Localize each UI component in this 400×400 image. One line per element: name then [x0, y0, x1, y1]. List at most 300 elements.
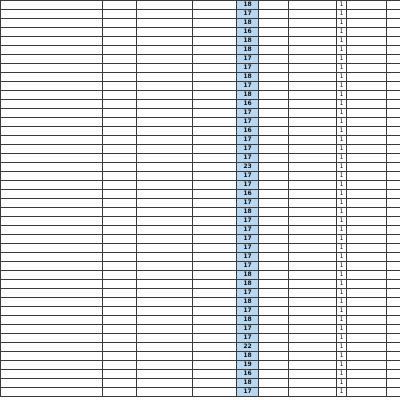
cell-id-number — [137, 334, 193, 343]
cell-year — [193, 226, 237, 235]
cell-status: 1 — [337, 325, 347, 334]
cell-locality — [289, 19, 337, 28]
cell-section — [259, 46, 289, 55]
cell-class — [103, 271, 137, 280]
cell-section — [259, 1, 289, 10]
cell-section — [259, 280, 289, 289]
cell-class — [103, 19, 137, 28]
cell-student-name — [1, 82, 103, 91]
cell-class — [103, 1, 137, 10]
cell-student-name — [1, 19, 103, 28]
cell-status: 1 — [337, 145, 347, 154]
cell-school — [347, 316, 387, 325]
cell-status: 1 — [337, 118, 347, 127]
cell-school — [347, 118, 387, 127]
cell-section — [259, 370, 289, 379]
cell-row-number — [387, 262, 400, 271]
cell-student-name — [1, 307, 103, 316]
cell-row-number — [387, 235, 400, 244]
cell-school — [347, 325, 387, 334]
cell-section — [259, 82, 289, 91]
cell-id-number — [137, 109, 193, 118]
cell-row-number — [387, 154, 400, 163]
cell-id-number — [137, 190, 193, 199]
cell-status: 1 — [337, 154, 347, 163]
cell-school — [347, 19, 387, 28]
cell-locality — [289, 298, 337, 307]
cell-status: 1 — [337, 307, 347, 316]
cell-student-name — [1, 64, 103, 73]
cell-section — [259, 316, 289, 325]
cell-row-number — [387, 55, 400, 64]
cell-year — [193, 181, 237, 190]
cell-row-number — [387, 19, 400, 28]
cell-status: 1 — [337, 190, 347, 199]
cell-row-number — [387, 226, 400, 235]
cell-student-name — [1, 352, 103, 361]
cell-locality — [289, 343, 337, 352]
cell-year — [193, 235, 237, 244]
cell-section — [259, 307, 289, 316]
cell-status: 1 — [337, 217, 347, 226]
cell-highlighted-value: 18 — [237, 280, 259, 289]
cell-year — [193, 370, 237, 379]
table-row — [1, 298, 400, 307]
cell-id-number — [137, 19, 193, 28]
cell-locality — [289, 154, 337, 163]
cell-status: 1 — [337, 370, 347, 379]
cell-locality — [289, 172, 337, 181]
cell-year — [193, 325, 237, 334]
table-row — [1, 1, 400, 10]
cell-class — [103, 118, 137, 127]
cell-year — [193, 208, 237, 217]
cell-locality — [289, 262, 337, 271]
cell-year — [193, 163, 237, 172]
cell-section — [259, 118, 289, 127]
cell-status: 1 — [337, 163, 347, 172]
cell-class — [103, 388, 137, 397]
cell-section — [259, 10, 289, 19]
cell-year — [193, 109, 237, 118]
cell-locality — [289, 118, 337, 127]
cell-highlighted-value: 17 — [237, 217, 259, 226]
table-row — [1, 271, 400, 280]
cell-class — [103, 145, 137, 154]
cell-highlighted-value: 18 — [237, 73, 259, 82]
cell-highlighted-value: 18 — [237, 46, 259, 55]
cell-student-name — [1, 370, 103, 379]
cell-class — [103, 280, 137, 289]
cell-highlighted-value: 17 — [237, 145, 259, 154]
cell-student-name — [1, 190, 103, 199]
cell-highlighted-value: 18 — [237, 208, 259, 217]
cell-row-number — [387, 334, 400, 343]
cell-class — [103, 370, 137, 379]
cell-student-name — [1, 28, 103, 37]
cell-row-number — [387, 271, 400, 280]
cell-id-number — [137, 316, 193, 325]
cell-year — [193, 82, 237, 91]
cell-row-number — [387, 118, 400, 127]
cell-school — [347, 361, 387, 370]
cell-school — [347, 190, 387, 199]
cell-school — [347, 307, 387, 316]
cell-row-number — [387, 163, 400, 172]
cell-student-name — [1, 226, 103, 235]
cell-year — [193, 280, 237, 289]
cell-status: 1 — [337, 91, 347, 100]
cell-year — [193, 64, 237, 73]
table-row — [1, 316, 400, 325]
cell-row-number — [387, 37, 400, 46]
cell-row-number — [387, 298, 400, 307]
cell-locality — [289, 145, 337, 154]
cell-student-name — [1, 145, 103, 154]
cell-status: 1 — [337, 73, 347, 82]
cell-class — [103, 154, 137, 163]
cell-highlighted-value: 17 — [237, 181, 259, 190]
cell-year — [193, 379, 237, 388]
cell-year — [193, 217, 237, 226]
table-row — [1, 37, 400, 46]
cell-section — [259, 325, 289, 334]
cell-section — [259, 100, 289, 109]
table-row — [1, 307, 400, 316]
cell-school — [347, 91, 387, 100]
cell-school — [347, 28, 387, 37]
cell-status: 1 — [337, 244, 347, 253]
cell-class — [103, 262, 137, 271]
cell-year — [193, 10, 237, 19]
cell-highlighted-value: 22 — [237, 343, 259, 352]
cell-year — [193, 352, 237, 361]
cell-school — [347, 208, 387, 217]
cell-section — [259, 154, 289, 163]
table-row — [1, 100, 400, 109]
cell-id-number — [137, 55, 193, 64]
cell-highlighted-value: 17 — [237, 289, 259, 298]
table-row — [1, 370, 400, 379]
cell-locality — [289, 109, 337, 118]
table-row — [1, 235, 400, 244]
cell-locality — [289, 136, 337, 145]
cell-school — [347, 370, 387, 379]
cell-id-number — [137, 1, 193, 10]
cell-section — [259, 145, 289, 154]
cell-status: 1 — [337, 82, 347, 91]
cell-section — [259, 361, 289, 370]
cell-section — [259, 127, 289, 136]
cell-student-name — [1, 298, 103, 307]
table-row — [1, 244, 400, 253]
cell-row-number — [387, 172, 400, 181]
cell-class — [103, 253, 137, 262]
cell-locality — [289, 199, 337, 208]
cell-section — [259, 172, 289, 181]
cell-class — [103, 190, 137, 199]
cell-highlighted-value: 17 — [237, 253, 259, 262]
cell-row-number — [387, 325, 400, 334]
cell-class — [103, 316, 137, 325]
cell-section — [259, 181, 289, 190]
cell-section — [259, 289, 289, 298]
cell-school — [347, 235, 387, 244]
cell-locality — [289, 370, 337, 379]
cell-id-number — [137, 37, 193, 46]
cell-school — [347, 379, 387, 388]
cell-student-name — [1, 46, 103, 55]
cell-id-number — [137, 244, 193, 253]
cell-class — [103, 226, 137, 235]
table-row — [1, 388, 400, 397]
cell-student-name — [1, 343, 103, 352]
cell-year — [193, 253, 237, 262]
table-row — [1, 226, 400, 235]
table-row — [1, 118, 400, 127]
cell-status: 1 — [337, 262, 347, 271]
cell-highlighted-value: 16 — [237, 28, 259, 37]
cell-status: 1 — [337, 28, 347, 37]
table-row — [1, 172, 400, 181]
cell-row-number — [387, 361, 400, 370]
cell-highlighted-value: 17 — [237, 307, 259, 316]
cell-highlighted-value: 17 — [237, 388, 259, 397]
cell-highlighted-value: 17 — [237, 136, 259, 145]
cell-school — [347, 343, 387, 352]
cell-year — [193, 289, 237, 298]
cell-school — [347, 181, 387, 190]
cell-highlighted-value: 17 — [237, 109, 259, 118]
cell-year — [193, 199, 237, 208]
cell-status: 1 — [337, 226, 347, 235]
cell-section — [259, 19, 289, 28]
cell-school — [347, 82, 387, 91]
cell-id-number — [137, 343, 193, 352]
cell-highlighted-value: 17 — [237, 235, 259, 244]
cell-school — [347, 145, 387, 154]
cell-school — [347, 298, 387, 307]
cell-year — [193, 262, 237, 271]
cell-id-number — [137, 163, 193, 172]
cell-locality — [289, 253, 337, 262]
table-row — [1, 55, 400, 64]
cell-row-number — [387, 100, 400, 109]
cell-locality — [289, 307, 337, 316]
cell-class — [103, 46, 137, 55]
cell-status: 1 — [337, 64, 347, 73]
cell-highlighted-value: 17 — [237, 118, 259, 127]
cell-row-number — [387, 136, 400, 145]
cell-class — [103, 109, 137, 118]
cell-student-name — [1, 163, 103, 172]
table-row — [1, 145, 400, 154]
cell-row-number — [387, 73, 400, 82]
cell-id-number — [137, 154, 193, 163]
cell-year — [193, 145, 237, 154]
cell-school — [347, 73, 387, 82]
cell-section — [259, 226, 289, 235]
cell-locality — [289, 10, 337, 19]
cell-highlighted-value: 17 — [237, 10, 259, 19]
cell-status: 1 — [337, 109, 347, 118]
cell-status: 1 — [337, 253, 347, 262]
cell-year — [193, 334, 237, 343]
cell-row-number — [387, 28, 400, 37]
table-row — [1, 73, 400, 82]
cell-year — [193, 388, 237, 397]
cell-student-name — [1, 73, 103, 82]
cell-highlighted-value: 17 — [237, 334, 259, 343]
cell-highlighted-value: 17 — [237, 199, 259, 208]
cell-id-number — [137, 217, 193, 226]
cell-locality — [289, 64, 337, 73]
cell-school — [347, 226, 387, 235]
cell-school — [347, 136, 387, 145]
cell-student-name — [1, 91, 103, 100]
cell-school — [347, 1, 387, 10]
cell-id-number — [137, 253, 193, 262]
cell-class — [103, 73, 137, 82]
cell-class — [103, 37, 137, 46]
table-row — [1, 361, 400, 370]
cell-locality — [289, 235, 337, 244]
cell-highlighted-value: 17 — [237, 244, 259, 253]
cell-student-name — [1, 154, 103, 163]
cell-highlighted-value: 17 — [237, 64, 259, 73]
cell-school — [347, 172, 387, 181]
cell-status: 1 — [337, 100, 347, 109]
cell-locality — [289, 316, 337, 325]
cell-status: 1 — [337, 235, 347, 244]
cell-status: 1 — [337, 289, 347, 298]
table-row — [1, 19, 400, 28]
cell-student-name — [1, 199, 103, 208]
cell-highlighted-value: 18 — [237, 379, 259, 388]
cell-section — [259, 64, 289, 73]
cell-row-number — [387, 388, 400, 397]
cell-section — [259, 190, 289, 199]
cell-highlighted-value: 17 — [237, 82, 259, 91]
cell-status: 1 — [337, 199, 347, 208]
cell-locality — [289, 1, 337, 10]
cell-id-number — [137, 208, 193, 217]
cell-section — [259, 379, 289, 388]
cell-highlighted-value: 17 — [237, 226, 259, 235]
cell-id-number — [137, 379, 193, 388]
cell-locality — [289, 280, 337, 289]
cell-school — [347, 10, 387, 19]
cell-section — [259, 136, 289, 145]
cell-year — [193, 244, 237, 253]
cell-id-number — [137, 91, 193, 100]
cell-student-name — [1, 379, 103, 388]
cell-highlighted-value: 18 — [237, 37, 259, 46]
cell-status: 1 — [337, 316, 347, 325]
cell-student-name — [1, 136, 103, 145]
cell-highlighted-value: 17 — [237, 55, 259, 64]
cell-status: 1 — [337, 280, 347, 289]
cell-student-name — [1, 172, 103, 181]
cell-status: 1 — [337, 181, 347, 190]
cell-row-number — [387, 352, 400, 361]
cell-student-name — [1, 217, 103, 226]
cell-class — [103, 28, 137, 37]
cell-row-number — [387, 10, 400, 19]
cell-status: 1 — [337, 379, 347, 388]
table-row — [1, 199, 400, 208]
cell-highlighted-value: 17 — [237, 262, 259, 271]
cell-id-number — [137, 226, 193, 235]
cell-locality — [289, 28, 337, 37]
cell-locality — [289, 82, 337, 91]
cell-year — [193, 154, 237, 163]
cell-highlighted-value: 16 — [237, 100, 259, 109]
cell-locality — [289, 244, 337, 253]
cell-locality — [289, 217, 337, 226]
cell-id-number — [137, 10, 193, 19]
cell-id-number — [137, 82, 193, 91]
cell-id-number — [137, 325, 193, 334]
cell-school — [347, 154, 387, 163]
cell-highlighted-value: 18 — [237, 19, 259, 28]
cell-class — [103, 334, 137, 343]
cell-row-number — [387, 280, 400, 289]
cell-school — [347, 352, 387, 361]
cell-locality — [289, 361, 337, 370]
cell-year — [193, 37, 237, 46]
cell-id-number — [137, 46, 193, 55]
cell-school — [347, 280, 387, 289]
cell-id-number — [137, 100, 193, 109]
cell-student-name — [1, 271, 103, 280]
cell-class — [103, 235, 137, 244]
cell-year — [193, 307, 237, 316]
cell-student-name — [1, 100, 103, 109]
cell-student-name — [1, 55, 103, 64]
cell-highlighted-value: 18 — [237, 271, 259, 280]
cell-school — [347, 334, 387, 343]
table-row — [1, 10, 400, 19]
cell-year — [193, 55, 237, 64]
cell-locality — [289, 208, 337, 217]
cell-id-number — [137, 280, 193, 289]
cell-status: 1 — [337, 298, 347, 307]
cell-school — [347, 109, 387, 118]
cell-student-name — [1, 361, 103, 370]
cell-student-name — [1, 10, 103, 19]
cell-id-number — [137, 181, 193, 190]
cell-id-number — [137, 64, 193, 73]
cell-school — [347, 253, 387, 262]
cell-row-number — [387, 82, 400, 91]
table-row — [1, 28, 400, 37]
cell-student-name — [1, 127, 103, 136]
cell-section — [259, 208, 289, 217]
cell-class — [103, 217, 137, 226]
table-row — [1, 181, 400, 190]
cell-student-name — [1, 208, 103, 217]
cell-highlighted-value: 16 — [237, 190, 259, 199]
cell-id-number — [137, 172, 193, 181]
cell-status: 1 — [337, 334, 347, 343]
cell-highlighted-value: 16 — [237, 370, 259, 379]
cell-highlighted-value: 18 — [237, 352, 259, 361]
cell-id-number — [137, 307, 193, 316]
cell-row-number — [387, 145, 400, 154]
table-row — [1, 154, 400, 163]
table-row — [1, 208, 400, 217]
